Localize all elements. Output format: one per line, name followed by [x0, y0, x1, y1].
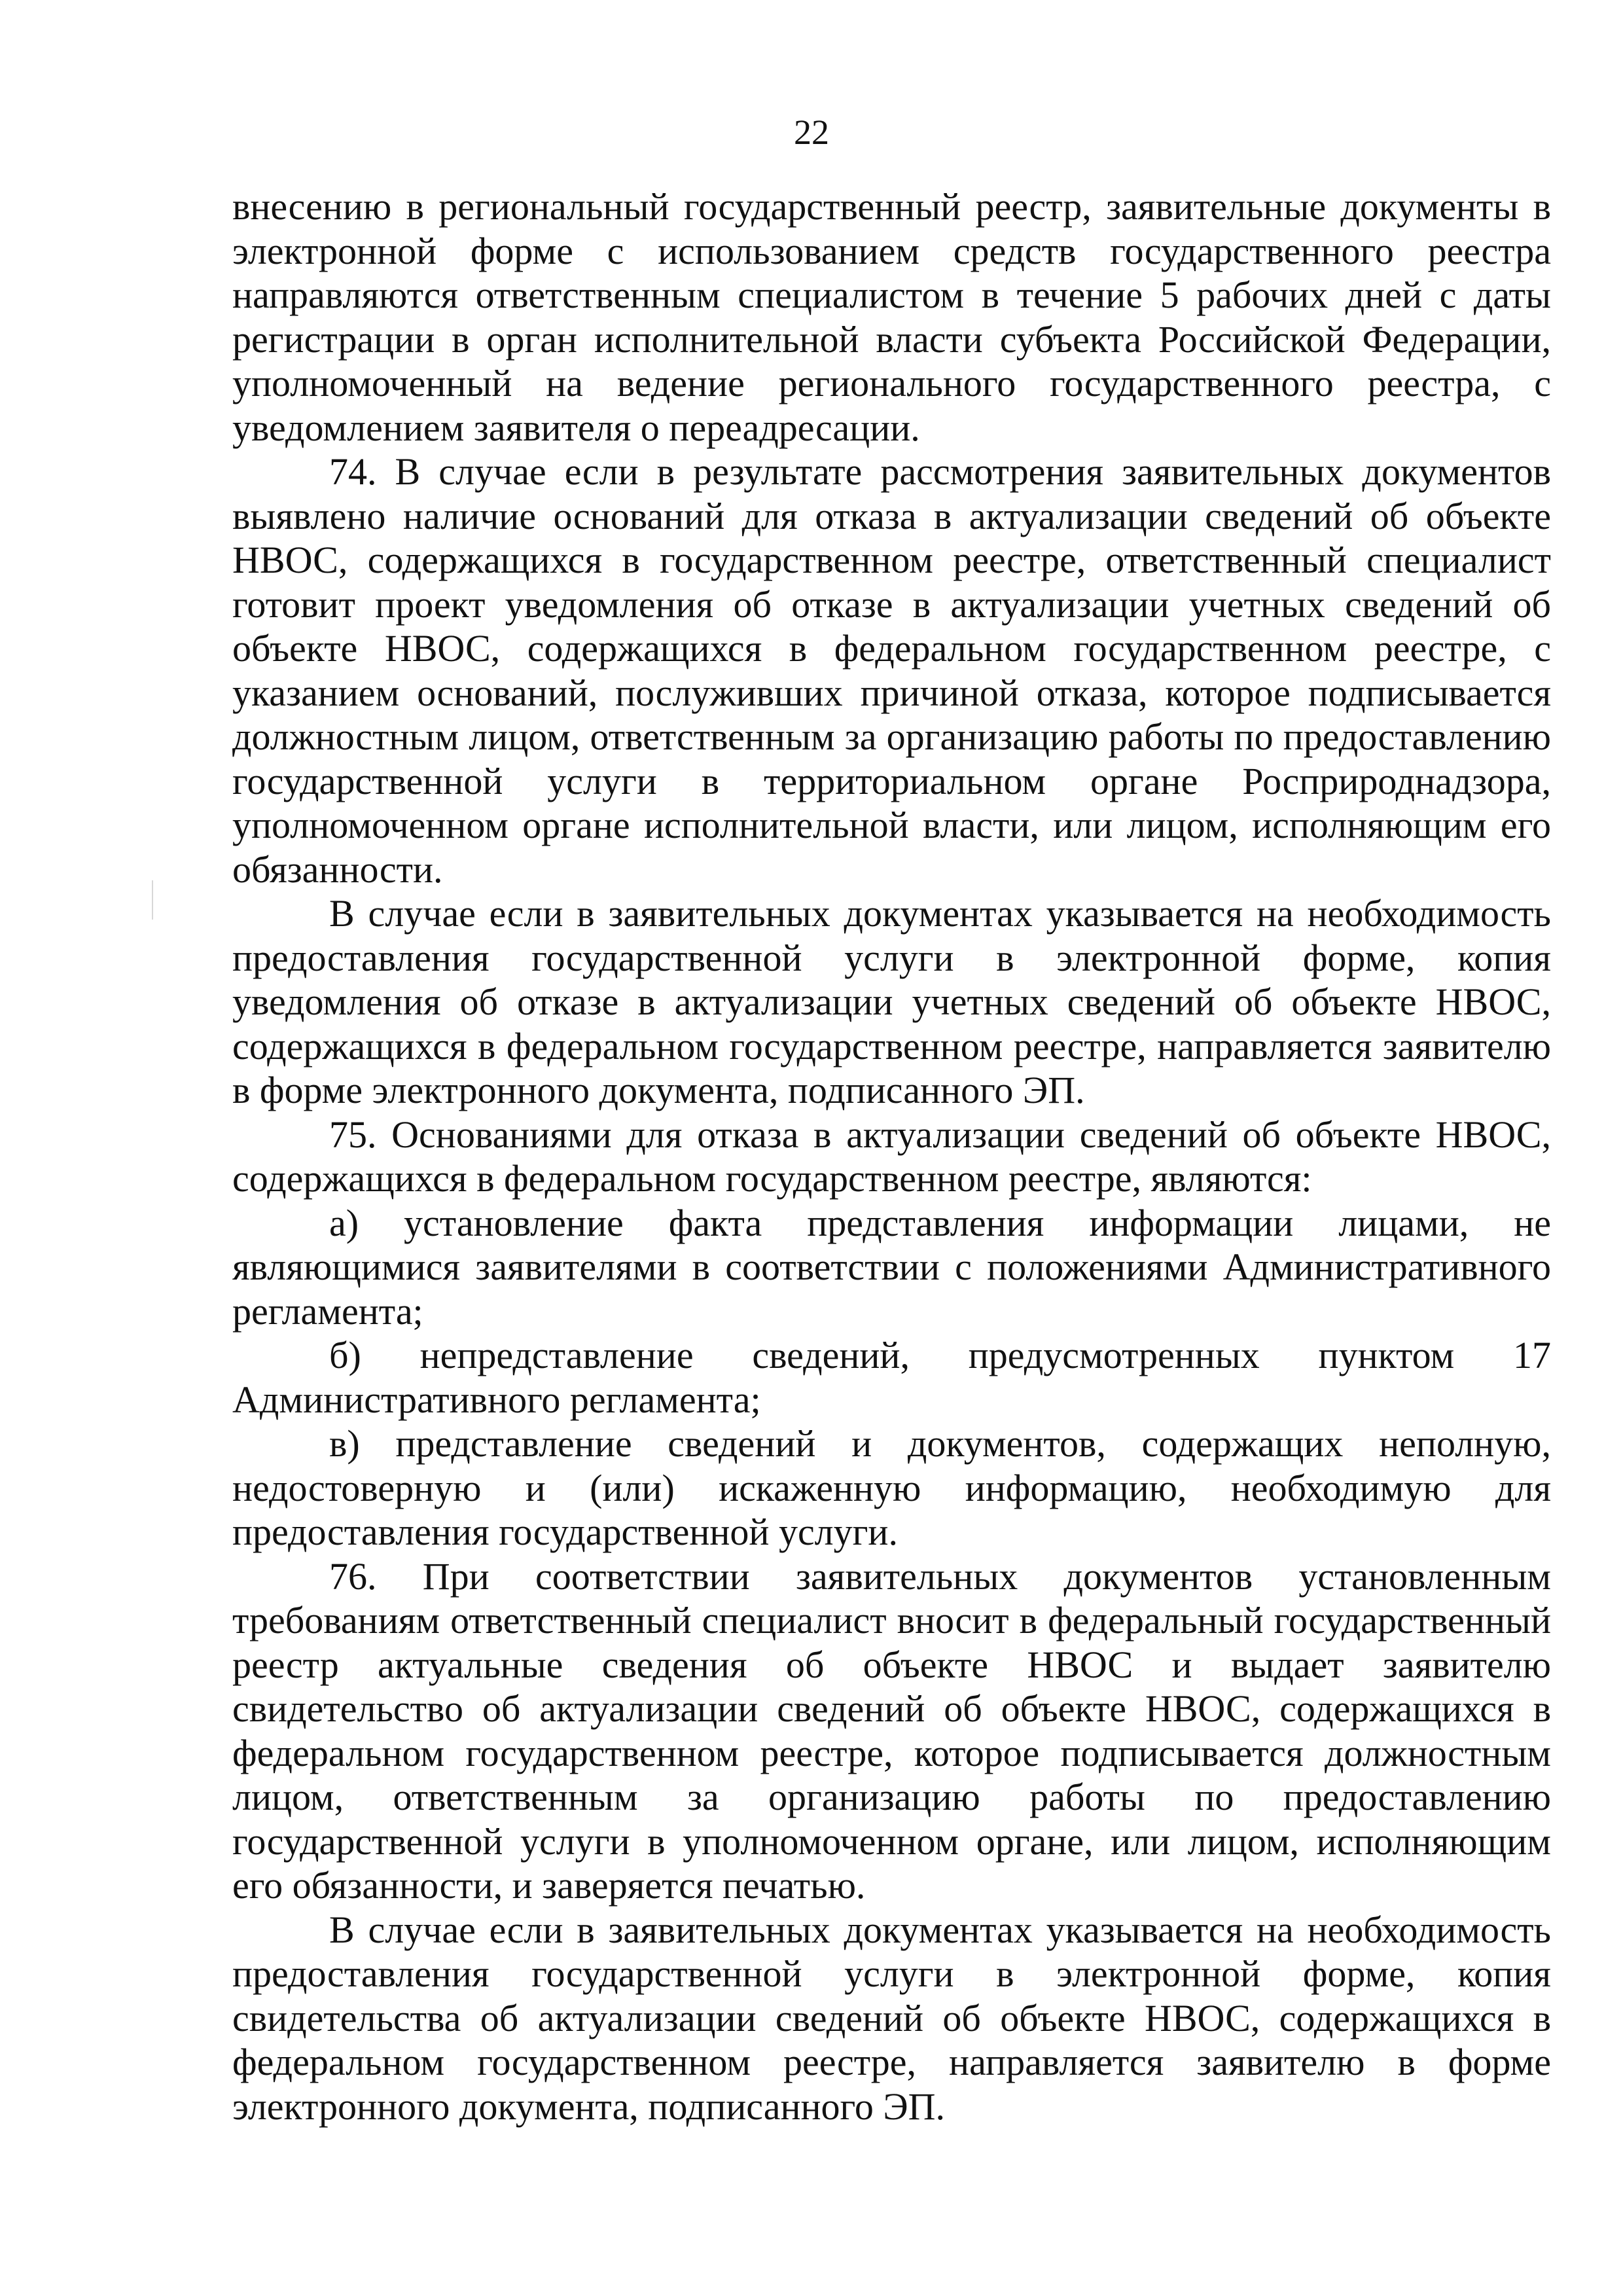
paragraph-75-a: а) установление факта представления информации лицами, не являющимися заявителями в соответствии с положениями Административного регламента;	[232, 1201, 1551, 1333]
page-number: 22	[794, 113, 829, 152]
paragraph-74-electronic: В случае если в заявительных документах указывается на необходимость предоставления государственной услуги в электронной форме, копия уведомления об отказе в актуализации учетных сведений об объекте НВОС, содержащихся в федеральном государственном реестре, направляется заявителю в форме электронного документа, подписанного ЭП.	[232, 892, 1551, 1111]
paragraph-76-electronic: В случае если в заявительных документах указывается на необходимость предоставления государственной услуги в электронной форме, копия свидетельства об актуализации сведений об объекте НВОС, содержащихся в федеральном государственном реестре, направляется заявителю в форме электронного документа, подписанного ЭП.	[232, 1908, 1551, 2128]
paragraph-74: 74. В случае если в результате рассмотрения заявительных документов выявлено наличие оснований для отказа в актуализации сведений об объекте НВОС, содержащихся в государственном реестре, ответственный специалист готовит проект уведомления об отказе в актуализации учетных сведений об объекте НВОС, содержащихся в федеральном государственном реестре, с указанием оснований, послуживших причиной отказа, которое подписывается должностным лицом, ответственным за организацию работы по предоставлению государственной услуги в территориальном органе Росприроднадзора, уполномоченном органе исполнительной власти, или лицом, исполняющим его обязанности.	[232, 450, 1551, 891]
scan-artifact	[152, 880, 153, 920]
paragraph-continuation: внесению в региональный государственный реестр, заявительные документы в электронной форме с использованием средств государственного реестра направляются ответственным специалистом в течение 5 рабочих дней с даты регистрации в орган исполнительной власти субъекта Российской Федерации, уполномоченный на ведение регионального государственного реестра, с уведомлением заявителя о переадресации.	[232, 185, 1551, 449]
paragraph-75-v: в) представление сведений и документов, содержащих неполную, недостоверную и (или) искаженную информацию, необходимую для предоставления государственной услуги.	[232, 1422, 1551, 1553]
paragraph-75: 75. Основаниями для отказа в актуализации сведений об объекте НВОС, содержащихся в федеральном государственном реестре, являются:	[232, 1113, 1551, 1200]
paragraph-75-b: б) непредставление сведений, предусмотренных пунктом 17 Административного регламента;	[232, 1334, 1551, 1421]
document-body	[232, 185, 1551, 2128]
paragraph-76: 76. При соответствии заявительных документов установленным требованиям ответственный специалист вносит в федеральный государственный реестр актуальные сведения об объекте НВОС и выдает заявителю свидетельство об актуализации сведений об объекте НВОС, содержащихся в федеральном государственном реестре, которое подписывается должностным лицом, ответственным за организацию работы по предоставлению государственной услуги в уполномоченном органе, или лицом, исполняющим его обязанности, и заверяется печатью.	[232, 1554, 1551, 1907]
